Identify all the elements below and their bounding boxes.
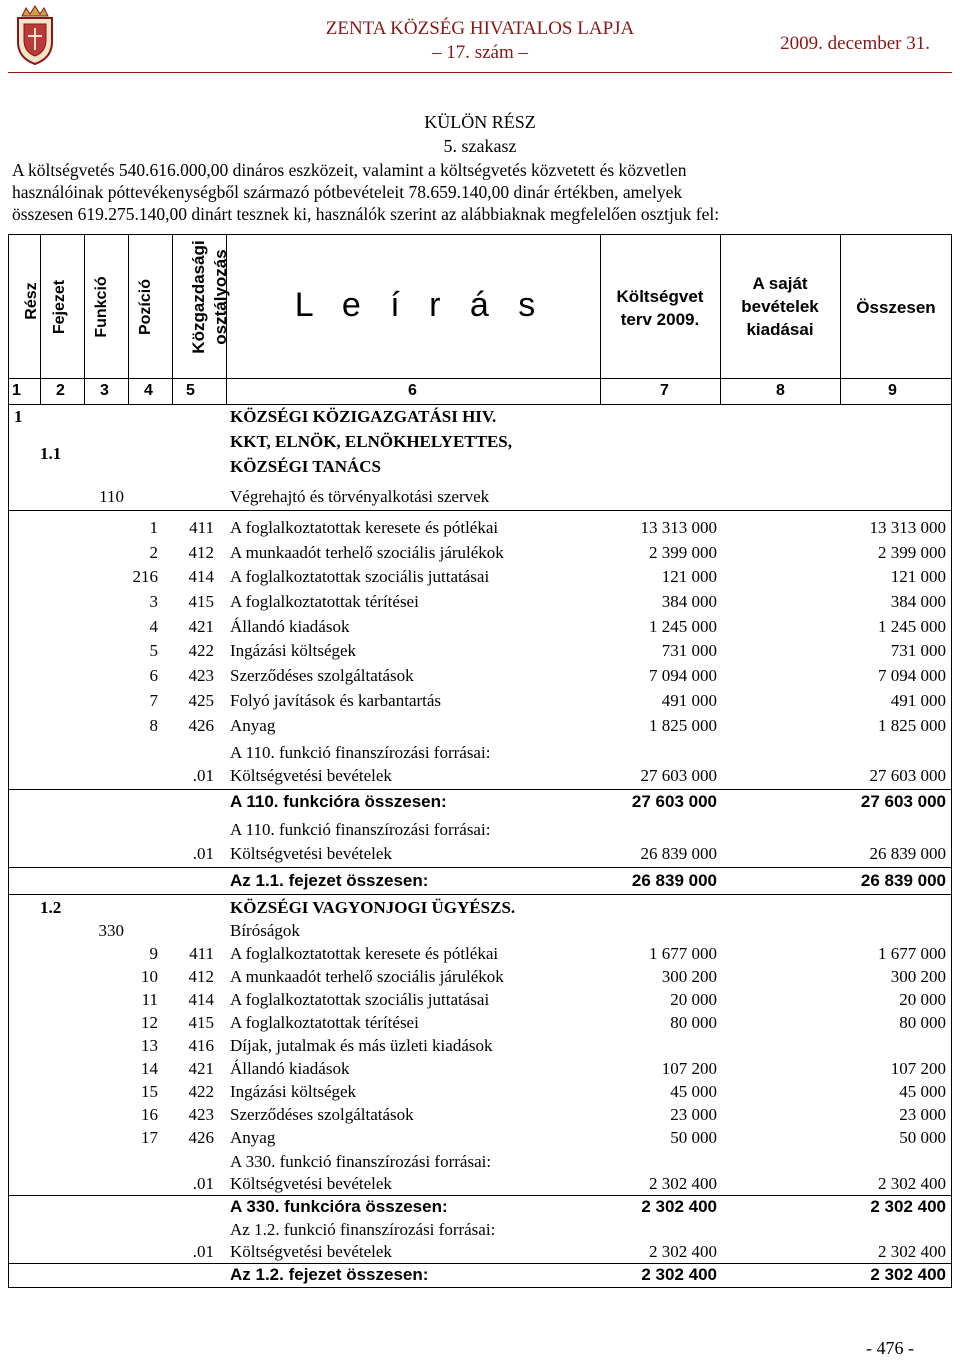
table-row	[0, 764, 960, 788]
cell-total: 1 825 000	[878, 716, 946, 735]
cell-total: 1 677 000	[878, 944, 946, 963]
cell-description: A foglalkoztatottak térítései	[230, 1013, 419, 1032]
cell-plan: 2 302 400	[649, 1242, 717, 1261]
row-rule	[8, 510, 952, 511]
table-header-rule	[8, 378, 952, 379]
cell-position: 13	[141, 1036, 158, 1055]
cell-position: 12	[141, 1013, 158, 1032]
table-row	[0, 615, 960, 639]
column-number: 4	[144, 382, 153, 399]
cell-economic-code: 416	[188, 1036, 214, 1055]
cell-position: 3	[149, 592, 158, 611]
cell-plan: 80 000	[670, 1013, 717, 1032]
table-row	[0, 541, 960, 565]
cell-function: 330	[98, 921, 124, 940]
cell-total: 121 000	[890, 567, 946, 586]
col-head-plan	[600, 285, 720, 331]
col-head-leiras: L e í r á s	[294, 286, 546, 324]
cell-chapter: 1.2	[40, 898, 62, 917]
col-head-fejezet: Fejezet	[51, 279, 68, 335]
cell-description: Költségvetési bevételek	[230, 844, 392, 863]
cell-function: 110	[99, 487, 124, 506]
table-row	[0, 639, 960, 663]
table-row	[0, 790, 960, 814]
column-number: 8	[776, 382, 785, 399]
cell-economic-code: 421	[188, 1059, 214, 1078]
col-head-own-line: bevételek	[741, 297, 819, 316]
cell-plan: 107 200	[661, 1059, 717, 1078]
table-row	[0, 1057, 960, 1081]
table-row	[0, 1218, 960, 1242]
cell-description: Állandó kiadások	[230, 617, 350, 636]
cell-total: 27 603 000	[869, 766, 946, 785]
intro-paragraph	[12, 159, 948, 225]
cell-economic-code: 411	[189, 518, 214, 537]
cell-position: 14	[141, 1059, 158, 1078]
table-row	[0, 1126, 960, 1150]
cell-total: 2 302 400	[878, 1242, 946, 1261]
cell-position: 6	[149, 666, 158, 685]
cell-description: A foglalkoztatottak szociális juttatásai	[230, 990, 490, 1009]
cell-economic-code: 426	[188, 1128, 214, 1147]
table-row	[0, 869, 960, 893]
cell-position: 2	[149, 543, 158, 562]
col-head-kozgazd-1: Közgazdasági	[189, 240, 208, 354]
cell-description: A foglalkoztatottak keresete és pótlékai	[230, 944, 499, 963]
page-number: - 476 -	[866, 1338, 914, 1358]
cell-description: A 330. funkcióra összesen:	[230, 1197, 448, 1216]
cell-description: Végrehajtó és törvényalkotási szervek	[230, 487, 490, 506]
cell-total: 80 000	[899, 1013, 946, 1032]
column-number: 5	[186, 382, 195, 399]
cell-description: Anyag	[230, 1128, 276, 1147]
cell-position: 1	[149, 518, 158, 537]
table-row	[0, 664, 960, 688]
cell-total: 20 000	[899, 990, 946, 1009]
table-bottom-rule	[8, 1287, 952, 1288]
municipal-crest-icon	[10, 4, 60, 66]
cell-plan: 27 603 000	[640, 766, 717, 785]
cell-position: 216	[132, 567, 158, 586]
cell-plan: 20 000	[670, 990, 717, 1009]
table-row	[0, 919, 960, 943]
col-head-own-line: kiadásai	[746, 320, 814, 339]
table-row	[0, 565, 960, 589]
col-head-plan-line: terv 2009.	[620, 310, 700, 329]
header-divider	[8, 72, 952, 73]
col-rule	[40, 234, 41, 404]
issue-number: – 17. szám –	[431, 42, 529, 63]
cell-economic-code: 426	[188, 716, 214, 735]
cell-position: 5	[149, 641, 158, 660]
column-number: 6	[408, 382, 417, 399]
cell-economic-code: 422	[188, 1082, 214, 1101]
col-head-pozicio: Pozíció	[137, 279, 154, 336]
section-title: KÜLÖN RÉSZ	[424, 112, 536, 132]
column-number: 3	[100, 382, 109, 399]
table-row	[0, 842, 960, 866]
cell-description: Az 1.2. funkció finanszírozási forrásai:	[230, 1220, 496, 1239]
cell-description: Költségvetési bevételek	[230, 1174, 392, 1193]
cell-plan: 300 200	[661, 967, 717, 986]
cell-description: A foglalkoztatottak szociális juttatásai	[230, 567, 490, 586]
col-head-funkcio: Funkció	[93, 276, 110, 338]
col-rule	[84, 234, 85, 404]
intro-line: A költségvetés 540.616.000,00 dináros eszközeit, valamint a költségvetés közvetett és közvetlen	[12, 160, 687, 180]
cell-total: 2 302 400	[870, 1265, 946, 1284]
cell-plan: 2 399 000	[649, 543, 717, 562]
col-rule	[600, 234, 601, 404]
cell-description: A munkaadót terhelő szociális járulékok	[230, 543, 504, 562]
table-row	[0, 714, 960, 738]
cell-plan: 2 302 400	[649, 1174, 717, 1193]
issue-date: 2009. december 31.	[780, 33, 930, 54]
cell-economic-code: 412	[188, 967, 214, 986]
table-row	[0, 1103, 960, 1127]
cell-position: 15	[141, 1082, 158, 1101]
cell-plan: 45 000	[670, 1082, 717, 1101]
col-rule	[840, 234, 841, 404]
table-row	[0, 965, 960, 989]
col-head-own-line: A saját	[752, 274, 808, 293]
cell-description: Anyag	[230, 716, 276, 735]
cell-plan: 1 245 000	[649, 617, 717, 636]
cell-position: 4	[149, 617, 158, 636]
table-row	[0, 1172, 960, 1196]
cell-economic-code: 423	[188, 666, 214, 685]
cell-description: Szerződéses szolgáltatások	[230, 666, 414, 685]
cell-description: A 330. funkció finanszírozási forrásai:	[230, 1152, 492, 1171]
cell-economic-code: 414	[188, 990, 214, 1009]
cell-description: Az 1.2. fejezet összesen:	[230, 1265, 429, 1284]
cell-plan: 1 677 000	[649, 944, 717, 963]
cell-total: 300 200	[890, 967, 946, 986]
cell-plan: 26 839 000	[631, 871, 717, 890]
cell-total: 731 000	[890, 641, 946, 660]
row-rule	[8, 867, 952, 868]
table-row	[0, 818, 960, 842]
cell-total: 384 000	[890, 592, 946, 611]
cell-plan: 23 000	[670, 1105, 717, 1124]
cell-total: 13 313 000	[869, 518, 946, 537]
cell-economic-code: 415	[188, 1013, 214, 1032]
cell-total: 1 245 000	[878, 617, 946, 636]
cell-description: A foglalkoztatottak keresete és pótlékai	[230, 518, 499, 537]
table-row	[0, 455, 960, 479]
cell-description: KÖZSÉGI VAGYONJOGI ÜGYÉSZS.	[230, 898, 516, 917]
table-row	[0, 1034, 960, 1058]
col-rule	[226, 234, 227, 404]
cell-description: Díjak, jutalmak és más üzleti kiadások	[230, 1036, 493, 1055]
cell-economic-code: 412	[188, 543, 214, 562]
section-subtitle: 5. szakasz	[443, 136, 517, 156]
column-number-row	[0, 382, 960, 404]
table-row	[0, 516, 960, 540]
cell-economic-code: .01	[192, 766, 214, 785]
cell-position: 8	[149, 716, 158, 735]
cell-total: 45 000	[899, 1082, 946, 1101]
table-top-rule	[8, 234, 952, 235]
table-row	[0, 1240, 960, 1264]
table-row	[0, 896, 960, 920]
table-row	[0, 1150, 960, 1174]
col-head-total: Összesen	[856, 298, 936, 317]
table-row	[0, 741, 960, 765]
cell-plan: 50 000	[670, 1128, 717, 1147]
cell-plan: 121 000	[661, 567, 717, 586]
cell-economic-code: 414	[188, 567, 214, 586]
cell-description: Folyó javítások és karbantartás	[230, 691, 442, 710]
cell-plan: 384 000	[661, 592, 717, 611]
col-head-plan-line: Költségvet	[616, 287, 704, 306]
column-number: 1	[12, 382, 21, 399]
cell-description: Költségvetési bevételek	[230, 1242, 392, 1261]
cell-plan: 2 302 400	[641, 1197, 717, 1216]
cell-description: Az 1.1. fejezet összesen:	[230, 871, 429, 890]
cell-description: A 110. funkció finanszírozási forrásai:	[230, 820, 491, 839]
cell-plan: 7 094 000	[649, 666, 717, 685]
cell-description: KÖZSÉGI TANÁCS	[230, 457, 381, 476]
cell-economic-code: 411	[189, 944, 214, 963]
cell-position: 10	[141, 967, 158, 986]
cell-chapter: 1.1	[40, 444, 62, 463]
cell-plan: 26 839 000	[640, 844, 717, 863]
cell-plan: 13 313 000	[640, 518, 717, 537]
column-number: 9	[888, 382, 897, 399]
cell-total: 26 839 000	[869, 844, 946, 863]
column-number: 7	[660, 382, 669, 399]
col-head-kozgazd-2: osztályozás	[211, 249, 230, 345]
table-row	[0, 1195, 960, 1219]
cell-description: A 110. funkcióra összesen:	[230, 792, 447, 811]
table-row	[0, 590, 960, 614]
cell-total: 7 094 000	[878, 666, 946, 685]
cell-total: 23 000	[899, 1105, 946, 1124]
col-rule	[128, 234, 129, 404]
cell-plan: 27 603 000	[631, 792, 717, 811]
cell-description: Állandó kiadások	[230, 1059, 350, 1078]
cell-economic-code: .01	[192, 1242, 214, 1261]
table-row	[0, 1263, 960, 1287]
col-rule	[720, 234, 721, 404]
cell-position: 9	[149, 944, 158, 963]
intro-line: összesen 619.275.140,00 dinárt tesznek ki, használók szerint az alábbiaknak megfelelően osztjuk fel:	[12, 204, 720, 224]
table-row	[0, 485, 960, 509]
cell-economic-code: .01	[192, 1174, 214, 1193]
cell-economic-code: 423	[188, 1105, 214, 1124]
column-number: 2	[56, 382, 65, 399]
table-row	[0, 988, 960, 1012]
table-row	[0, 1080, 960, 1104]
cell-plan: 1 825 000	[649, 716, 717, 735]
cell-total: 491 000	[890, 691, 946, 710]
cell-description: Költségvetési bevételek	[230, 766, 392, 785]
table-row	[0, 1011, 960, 1035]
cell-economic-code: 425	[188, 691, 214, 710]
cell-description: Szerződéses szolgáltatások	[230, 1105, 414, 1124]
col-head-own	[720, 272, 840, 341]
cell-total: 26 839 000	[860, 871, 946, 890]
cell-description: Bíróságok	[230, 921, 300, 940]
publication-title: ZENTA KÖZSÉG HIVATALOS LAPJA	[325, 18, 635, 39]
col-rule	[172, 234, 173, 404]
cell-description: Ingázási költségek	[230, 1082, 357, 1101]
cell-total: 2 399 000	[878, 543, 946, 562]
cell-plan: 731 000	[661, 641, 717, 660]
cell-total: 107 200	[890, 1059, 946, 1078]
table-row	[0, 942, 960, 966]
cell-description: A 110. funkció finanszírozási forrásai:	[230, 743, 491, 762]
cell-position: 17	[141, 1128, 158, 1147]
cell-economic-code: 415	[188, 592, 214, 611]
cell-description: KÖZSÉGI KÖZIGAZGATÁSI HIV.	[230, 407, 497, 426]
cell-description: A munkaadót terhelő szociális járulékok	[230, 967, 504, 986]
cell-description: A foglalkoztatottak térítései	[230, 592, 419, 611]
intro-line: használóinak póttevékenységből származó pótbevételeit 78.659.140,00 dinár értékben, amelyek	[12, 182, 683, 202]
table-row	[0, 405, 960, 429]
col-head-resz: Rész	[23, 282, 40, 320]
cell-economic-code: 421	[188, 617, 214, 636]
cell-total: 27 603 000	[860, 792, 946, 811]
cell-total: 2 302 400	[878, 1174, 946, 1193]
table-row	[0, 689, 960, 713]
cell-position: 11	[141, 990, 158, 1009]
cell-position: 16	[141, 1105, 158, 1124]
cell-position: 7	[149, 691, 158, 710]
cell-economic-code: 422	[188, 641, 214, 660]
cell-description: Ingázási költségek	[230, 641, 357, 660]
cell-plan: 491 000	[661, 691, 717, 710]
cell-description: KKT, ELNÖK, ELNÖKHELYETTES,	[230, 432, 513, 451]
cell-economic-code: .01	[192, 844, 214, 863]
row-rule	[8, 894, 952, 895]
cell-total: 2 302 400	[870, 1197, 946, 1216]
cell-total: 50 000	[899, 1128, 946, 1147]
cell-part: 1	[14, 407, 23, 426]
cell-plan: 2 302 400	[641, 1265, 717, 1284]
